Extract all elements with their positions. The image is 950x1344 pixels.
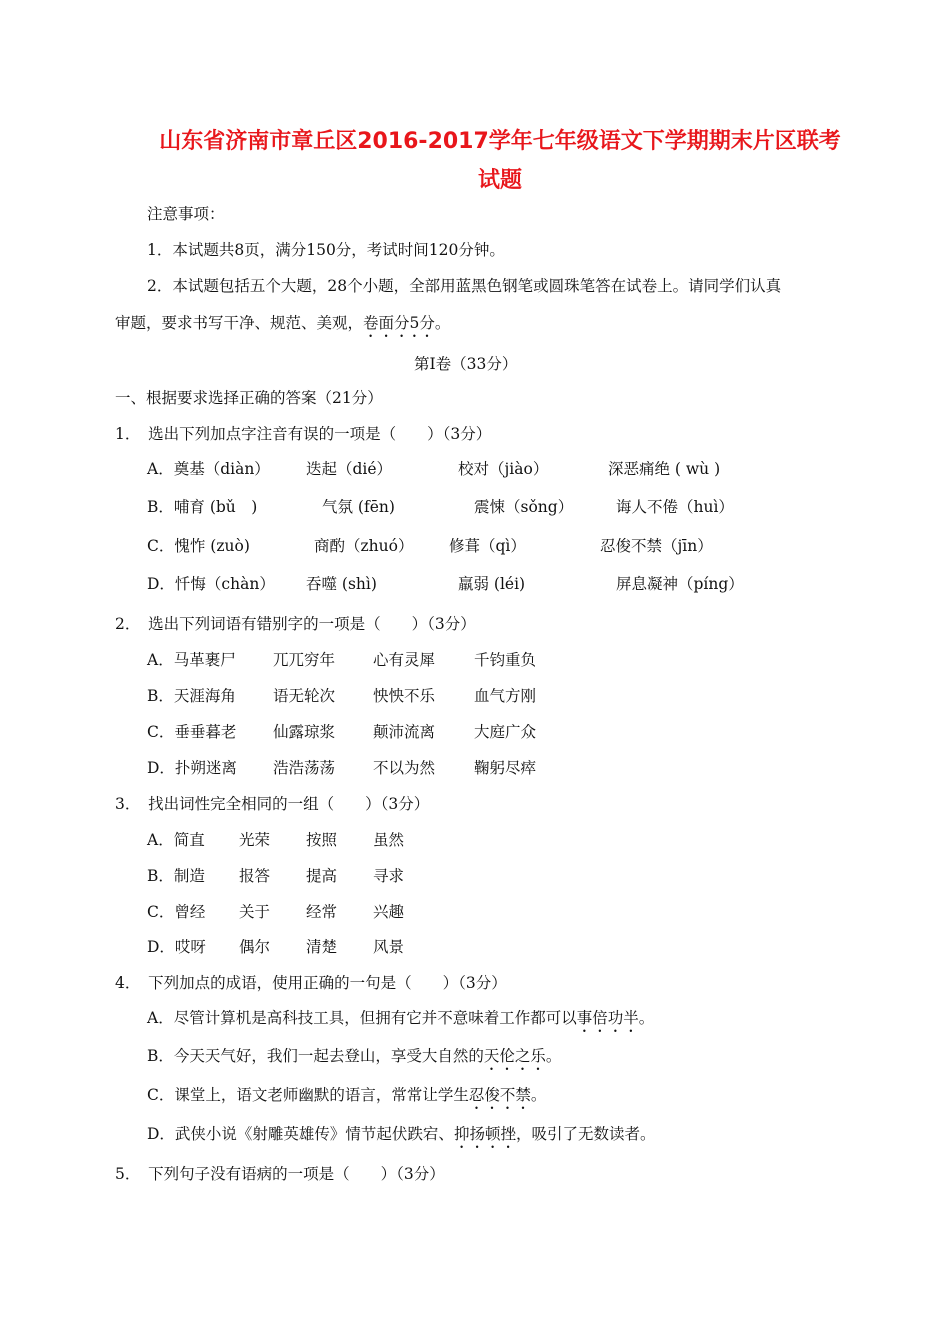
section-heading: 一、根据要求选择正确的答案（21分） <box>115 389 383 407</box>
q1-option-a-4: 深恶痛绝 ( wù ) <box>608 460 721 478</box>
q2-option-b-4: 血气方刚 <box>474 687 537 705</box>
q3-option-d: D．哎呀 <box>147 938 206 956</box>
q4-b-idiom: 天伦之乐 <box>483 1047 546 1065</box>
question-1-stem: 1． 选出下列加点字注音有误的一项是（ ）（3分） <box>115 425 492 443</box>
question-5-stem: 5． 下列句子没有语病的一项是（ ）（3分） <box>115 1165 445 1183</box>
q3-option-d-2: 偶尔 <box>239 938 271 956</box>
q2-option-a-2: 兀兀穷年 <box>273 651 336 669</box>
q1-option-d-3: 羸弱 (léi) <box>458 575 526 593</box>
q3-option-b-3: 提高 <box>306 867 338 885</box>
q1-option-a-3: 校对（jiào） <box>458 460 549 478</box>
q2-option-b-3: 怏怏不乐 <box>373 687 436 705</box>
q4-d-end: ，吸引了无数读者。 <box>515 1125 656 1143</box>
q2-option-b: B．天涯海角 <box>147 687 236 705</box>
notice-heading: 注意事项： <box>147 205 225 223</box>
notice-text: 审题，要求书写干净、规范、美观， <box>115 314 364 332</box>
q2-option-a-4: 千钧重负 <box>474 651 537 669</box>
q3-option-a-3: 按照 <box>306 831 338 849</box>
q1-option-b-4: 诲人不倦（huì） <box>616 498 734 516</box>
q3-option-c-2: 关于 <box>239 903 271 921</box>
q4-c-idiom: 忍俊不禁 <box>468 1086 531 1104</box>
q3-option-b-4: 寻求 <box>373 867 405 885</box>
q3-option-b-2: 报答 <box>239 867 271 885</box>
q1-option-c-2: 商酌（zhuó） <box>314 537 414 555</box>
q2-option-d-3: 不以为然 <box>373 759 436 777</box>
notice-item-2-cont <box>115 313 450 341</box>
q1-option-b-2: 气氛 (fēn) <box>322 498 395 516</box>
q3-option-a-4: 虽然 <box>373 831 405 849</box>
q4-b-text: B．今天天气好，我们一起去登山，享受大自然的 <box>147 1047 484 1065</box>
q3-option-b: B．制造 <box>147 867 205 885</box>
q3-option-c-4: 兴趣 <box>373 903 405 921</box>
q2-option-c: C．垂垂暮老 <box>147 723 237 741</box>
q1-option-c: C．愧怍 (zuò) <box>147 537 250 555</box>
q4-c-text: C．课堂上，语文老师幽默的语言，常常让学生 <box>147 1086 469 1104</box>
q4-b-end: 。 <box>545 1047 562 1065</box>
q4-c-end: 。 <box>530 1086 547 1104</box>
q2-option-b-2: 语无轮次 <box>273 687 336 705</box>
exam-title: 山东省济南市章丘区2016-2017学年七年级语文下学期期末片区联考 <box>159 129 841 154</box>
exam-title-cont: 试题 <box>477 168 522 193</box>
q3-option-d-4: 风景 <box>373 938 405 956</box>
q2-option-a: A．马革裹尸 <box>147 651 236 669</box>
q3-option-a-2: 光荣 <box>239 831 271 849</box>
q1-option-d-4: 屏息凝神（píng） <box>616 575 744 593</box>
q1-option-b: B．哺育 (bǔ ) <box>147 498 258 516</box>
notice-item-1: 1．本试题共8页，满分150分，考试时间120分钟。 <box>147 241 505 259</box>
q2-option-c-2: 仙露琼浆 <box>273 723 336 741</box>
q4-option-c <box>147 1085 546 1113</box>
q3-option-a: A．简直 <box>147 831 205 849</box>
q1-option-c-4: 忍俊不禁（jīn） <box>600 537 713 555</box>
q4-option-d <box>147 1124 655 1152</box>
notice-item-2: 2．本试题包括五个大题，28个小题，全部用蓝黑色钢笔或圆珠笔答在试卷上。请同学们认真 <box>147 277 782 295</box>
question-4-stem: 4． 下列加点的成语，使用正确的一句是（ ）（3分） <box>115 974 507 992</box>
q2-option-d-2: 浩浩荡荡 <box>273 759 336 777</box>
question-2-stem: 2． 选出下列词语有错别字的一项是（ ）（3分） <box>115 615 476 633</box>
q1-option-d-2: 吞噬 (shì) <box>306 575 377 593</box>
q1-option-a-2: 迭起（dié） <box>306 460 393 478</box>
q3-option-d-3: 清楚 <box>306 938 338 956</box>
q4-d-idiom: 抑扬顿挫 <box>453 1125 516 1143</box>
question-3-stem: 3． 找出词性完全相同的一组（ ）（3分） <box>115 795 430 813</box>
q4-option-a <box>147 1008 654 1036</box>
q4-d-text: D．武侠小说《射雕英雄传》情节起伏跌宕、 <box>147 1125 454 1143</box>
q4-a-end: 。 <box>638 1009 655 1027</box>
q4-a-idiom: 事倍功半 <box>576 1009 639 1027</box>
q2-option-d: D．扑朔迷离 <box>147 759 237 777</box>
q4-a-text: A．尽管计算机是高科技工具，但拥有它并不意味着工作都可以 <box>147 1009 577 1027</box>
q2-option-c-3: 颠沛流离 <box>373 723 436 741</box>
q3-option-c: C．曾经 <box>147 903 206 921</box>
q1-option-d: D．忏悔（chàn） <box>147 575 275 593</box>
dotted-text: 卷面分5分 <box>363 314 435 332</box>
q2-option-c-4: 大庭广众 <box>474 723 537 741</box>
q4-option-b <box>147 1046 561 1074</box>
notice-text-end: 。 <box>434 314 451 332</box>
q3-option-c-3: 经常 <box>306 903 338 921</box>
q1-option-b-3: 震悚（sǒng） <box>474 498 574 516</box>
q1-option-c-3: 修葺（qì） <box>449 537 526 555</box>
volume-heading: 第Ⅰ卷（33分） <box>414 355 518 373</box>
q2-option-d-4: 鞠躬尽瘁 <box>474 759 537 777</box>
q1-option-a: A．奠基（diàn） <box>147 460 270 478</box>
q2-option-a-3: 心有灵犀 <box>373 651 436 669</box>
